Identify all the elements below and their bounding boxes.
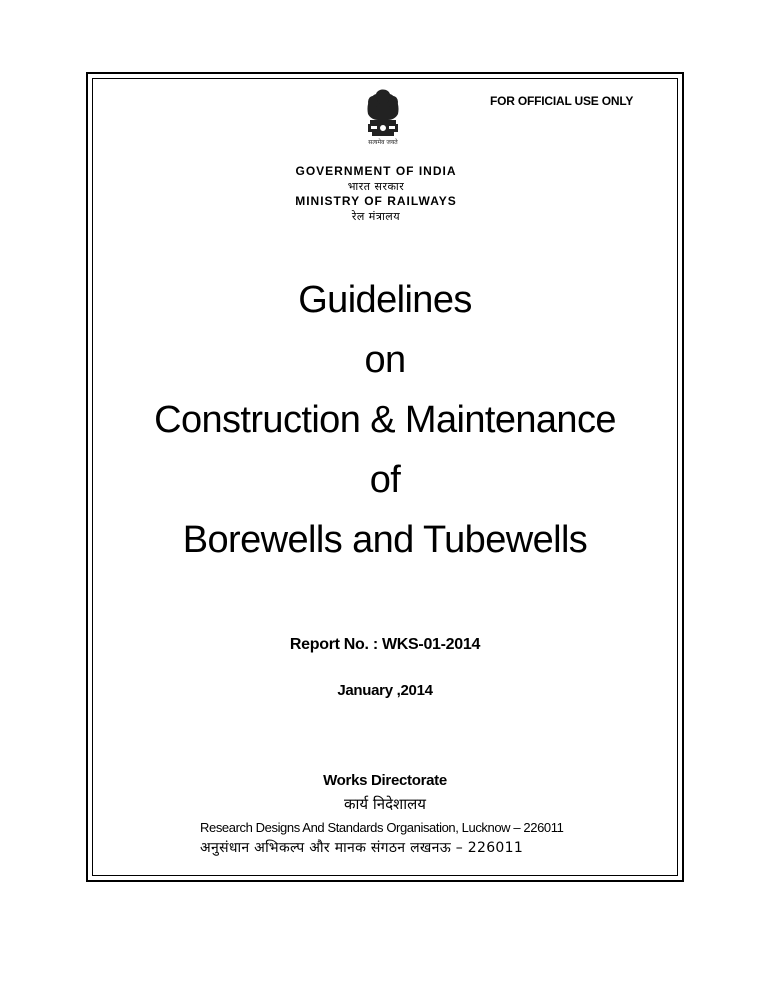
directorate-name-hindi: कार्य निदेशालय (343, 795, 426, 813)
report-date: January ,2014 (337, 682, 433, 699)
title-line-2: on (364, 339, 406, 381)
government-name: GOVERNMENT OF INDIA (295, 164, 457, 178)
organisation-name-hindi: अनुसंधान अभिकल्प और मानक संगठन लखनऊ – 226011 (200, 840, 524, 856)
organisation-name: Research Designs And Standards Organisation, Lucknow – 226011 (200, 820, 564, 835)
government-name-hindi: भारत सरकार (347, 180, 405, 193)
government-block (280, 164, 472, 224)
emblem-motto: सत्यमेव जयते (368, 139, 398, 146)
ministry-name-hindi: रेल मंत्रालय (351, 210, 401, 223)
classification-label: FOR OFFICIAL USE ONLY (490, 94, 634, 108)
title-line-5: Borewells and Tubewells (182, 519, 588, 561)
directorate-name: Works Directorate (323, 772, 447, 789)
national-emblem-icon (358, 84, 408, 154)
title-line-4: of (369, 459, 401, 501)
report-number: Report No. : WKS-01-2014 (289, 636, 481, 653)
title-line-3: Construction & Maintenance (154, 399, 616, 441)
ministry-name: MINISTRY OF RAILWAYS (295, 194, 457, 208)
document-title (100, 270, 670, 570)
title-line-1: Guidelines (298, 279, 472, 321)
